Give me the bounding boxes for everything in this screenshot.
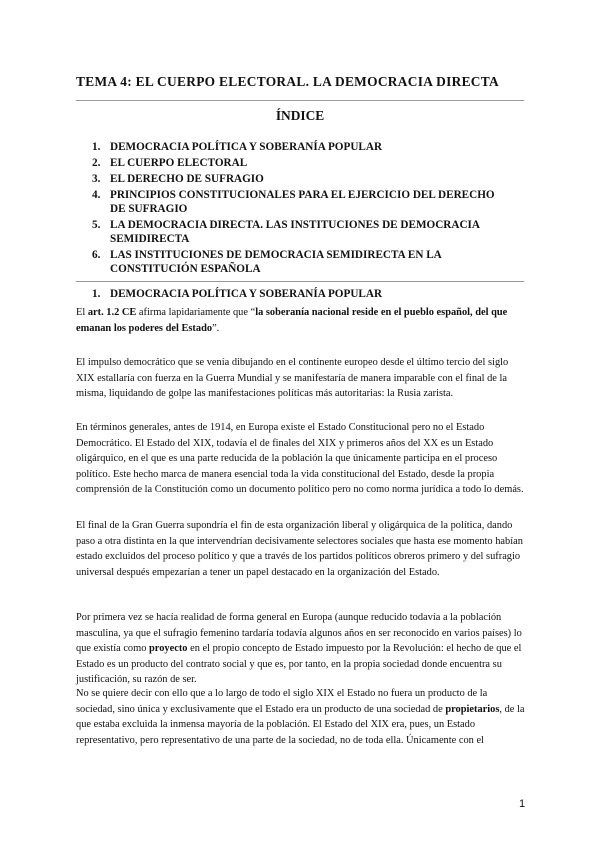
section-heading: 1. DEMOCRACIA POLÍTICA Y SOBERANÍA POPULAR <box>92 288 383 300</box>
paragraph-6: No se quiere decir con ello que a lo largo de todo el siglo XIX el Estado no fuera un producto de la sociedad, sino única y exclusivamente que el Estado era un producto de una sociedad de propietarios, de la que estaba excluida la inmensa mayoría de la población. El Estado del XIX era, pues, un Estado representativo, pero representativo de una parte de la sociedad, no de toda ella. Únicamente con el <box>76 688 525 746</box>
index-divider <box>76 281 524 282</box>
paragraph-3: En términos generales, antes de 1914, en Europa existe el Estado Constitucional pero no el Estado Democrático. El Estado del XIX, todavía el de finales del XIX y primeros años del XX es un Estado oligárquico, en el que es una parte reducida de la población la que únicamente participa en el proceso político. Este hecho marca de manera esencial toda la vida constitucional del Estado, desde la propia comprensión de la Constitución como un documento político pero no como norma jurídica a todo lo demás. <box>76 422 524 496</box>
paragraph-5: Por primera vez se hacía realidad de forma general en Europa (aunque reducido todavía a la población masculina, ya que el sufragio femenino tardaría todavía algunos años en ser reconocido en varios países) lo que existía como proyecto en el propio concepto de Estado impuesto por la Revolución: el hecho de que el Estado es un producto del contrato social y que es, por tanto, en la propia sociedad donde encuentra su justificación, su razón de ser. <box>76 612 522 686</box>
index-heading: ÍNDICE <box>275 108 325 123</box>
page-number: 1 <box>519 798 526 810</box>
toc-item: 4. PRINCIPIOS CONSTITUCIONALES PARA EL EJERCICIO DEL DERECHO DE SUFRAGIO <box>92 189 495 215</box>
paragraph-1: El art. 1.2 CE afirma lapidariamente que “la soberanía nacional reside en el pueblo español, del que emanan los poderes del Estado”. <box>76 307 508 334</box>
toc-item: 5. LA DEMOCRACIA DIRECTA. LAS INSTITUCIONES DE DEMOCRACIA SEMIDIRECTA <box>92 219 480 245</box>
table-of-contents <box>92 140 512 278</box>
toc-item: 6. LAS INSTITUCIONES DE DEMOCRACIA SEMIDIRECTA EN LA CONSTITUCIÓN ESPAÑOLA <box>92 249 442 275</box>
document-title: TEMA 4: EL CUERPO ELECTORAL. LA DEMOCRACIA DIRECTA <box>76 74 499 89</box>
paragraph-2: El impulso democrático que se venía dibujando en el continente europeo desde el último tercio del siglo XIX estallaría con fuerza en la Guerra Mundial y se manifestaría de manera imparable con el final de la misma, liquidando de golpe las manifestaciones políticas más autoritarias: la Rusia zarista. <box>76 357 509 400</box>
toc-item: 2. EL CUERPO ELECTORAL <box>92 157 248 169</box>
paragraph-4: El final de la Gran Guerra supondría el fin de esta organización liberal y oligárquica de la política, dando paso a otra distinta en la que intervendrían decisivamente selectores sociales que hasta ese momento habían estado excluidos del proceso político y que a través de los partidos políticos obreros primero y del sufragio universal después empezarían a tener un papel destacado en la organización del Estado. <box>76 520 523 578</box>
toc-item: 1. DEMOCRACIA POLÍTICA Y SOBERANÍA POPULAR <box>92 141 383 153</box>
title-divider <box>76 100 524 101</box>
toc-item: 3. EL DERECHO DE SUFRAGIO <box>92 173 264 185</box>
